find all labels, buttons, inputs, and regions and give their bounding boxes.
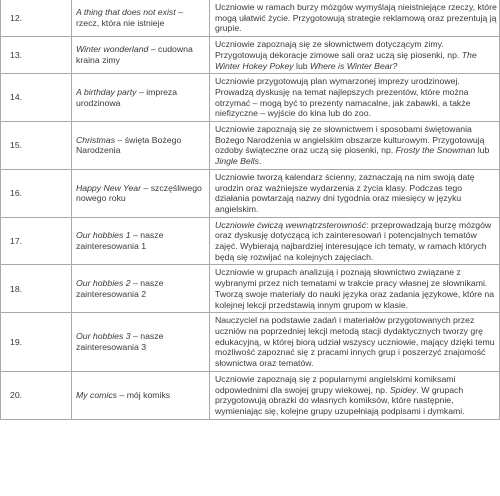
lesson-description — [210, 0, 500, 37]
lesson-topic — [72, 217, 210, 265]
topic-polish: – szczęśliwego nowego roku — [76, 182, 202, 204]
topic-polish: – cudowna kraina zimy — [76, 44, 193, 66]
lesson-number: 14. — [1, 74, 72, 122]
lesson-topic — [72, 313, 210, 372]
topic-english: Happy New Year — [76, 182, 142, 193]
lesson-topic — [72, 0, 210, 37]
table-row — [1, 313, 500, 372]
description-segment: Uczniowie tworzą kalendarz ścienny, zaznaczają na nim swoją datę urodzin oraz ważniejsze wydarzenia z życia klasy. Podczas tego działania powtarzają nazwy dni tygodnia oraz miesięcy w języku angielskim. — [215, 171, 475, 214]
description-segment: Jingle Bells — [215, 156, 259, 167]
lesson-topic — [72, 37, 210, 74]
table-row — [1, 265, 500, 313]
lesson-number: 17. — [1, 217, 72, 265]
description-segment: The Winter Hokey Pokey — [215, 49, 477, 71]
lesson-topic — [72, 265, 210, 313]
description-segment: Frosty the Snowman — [395, 145, 476, 156]
topic-english: Winter wonderland — [76, 44, 149, 55]
table-row — [1, 74, 500, 122]
topic-polish: – nasze zainteresowania 2 — [76, 278, 164, 299]
table-row — [1, 169, 500, 217]
topic-polish: – rzecz, która nie istnieje — [76, 7, 183, 29]
topic-polish: – nasze zainteresowania 1 — [76, 230, 164, 252]
lesson-number: 20. — [1, 371, 72, 419]
description-segment: lub — [293, 60, 311, 71]
lesson-number: 13. — [1, 37, 72, 74]
topic-english: Our hobbies 3 — [76, 331, 131, 342]
lesson-description — [210, 169, 500, 217]
lesson-number: 18. — [1, 265, 72, 313]
lesson-description — [210, 74, 500, 122]
lesson-topic — [72, 169, 210, 217]
topic-english: A thing that does not exist — [76, 7, 176, 18]
lesson-description — [210, 122, 500, 170]
description-segment: Uczniowie zapoznają się ze słownictwem i sposobami świętowania Bożego Narodzenia w angielskim obszarze kulturowym. Przygotowują ozdoby świąteczne oraz uczą się piosenki, np. — [215, 124, 485, 156]
lesson-number: 16. — [1, 169, 72, 217]
topic-english: Our hobbies 1 — [76, 230, 131, 241]
description-segment: lub — [475, 145, 490, 156]
topic-polish: – święta Bożego Narodzenia — [76, 134, 182, 156]
topic-english: Christmas — [76, 134, 116, 145]
description-segment: Spidey — [389, 384, 417, 395]
lesson-description — [210, 371, 500, 419]
topic-english: My comics — [76, 389, 118, 400]
topic-polish: – nasze zainteresowania 3 — [76, 331, 164, 353]
lesson-number: 15. — [1, 122, 72, 170]
description-segment: Where is Winter Bear? — [310, 60, 398, 71]
description-segment: Uczniowie ćwiczą wewnątrzsterowność — [215, 219, 367, 230]
lesson-topic — [72, 122, 210, 170]
description-segment: Uczniowie w grupach analizują i poznają słownictwo związane z wybranymi przez nich tematami w trakcie pracy własnej ze słownikami. Tworzą swoje materiały do nauki języka oraz zadania językowe, które na kolejnej lekcji przedstawią innym grupom w klasie. — [215, 267, 495, 310]
description-segment: : przeprowadzają burzę mózgów oraz dyskusję dotyczącą ich zainteresowań i potencjalnych tematów zajęć. Wybierają najbardziej interesujące ich tematy, w ramach których będą się rozwijać na kolejnych zajęciach. — [215, 219, 492, 262]
lesson-description — [210, 313, 500, 372]
topic-polish: – impreza urodzinowa — [76, 86, 178, 108]
topic-polish: – mój komiks — [117, 389, 171, 400]
description-segment: Nauczyciel na podstawie zadań i materiałów przygotowanych przez uczniów na poprzedniej lekcji metodą stacji dydaktycznych tworzy grę edukacyjną, w której biorą udział wszyscy uczniowie, mający dzięki temu możliwość zapoznać się z pracami innych grup i poszerzyć znajomość słownictwa oraz tematów. — [215, 315, 495, 369]
table-row — [1, 122, 500, 170]
lesson-plan-rows — [1, 0, 500, 419]
table-row — [1, 371, 500, 419]
lesson-description — [210, 265, 500, 313]
description-segment: Uczniowie w ramach burzy mózgów wymyślają nieistniejące rzeczy, które mogą ułatwić życie. Przygotowują strategie reklamową oraz prezentują ją grupie. — [215, 2, 497, 34]
table-row — [1, 217, 500, 265]
lesson-number: 12. — [1, 0, 72, 37]
description-segment: . — [258, 156, 262, 167]
description-segment: . W grupach przygotowują obrazki do własnych komiksów, które następnie, wymieniając się, kolejne grupy uzupełniają podpisami i dymkami. — [215, 384, 465, 416]
table-row — [1, 0, 500, 37]
lesson-topic — [72, 371, 210, 419]
lesson-topic — [72, 74, 210, 122]
topic-english: Our hobbies 2 — [76, 278, 131, 289]
lesson-number: 19. — [1, 313, 72, 372]
lesson-description — [210, 217, 500, 265]
table-row — [1, 37, 500, 74]
description-segment: Uczniowie zapoznają się ze słownictwem dotyczącym zimy. Przygotowują dekoracje zimowe sali oraz uczą się piosenki, np. — [215, 39, 462, 60]
lesson-description — [210, 37, 500, 74]
description-segment: Uczniowie przygotowują plan wymarzonej imprezy urodzinowej. Prowadzą dyskusję na temat najlepszych prezentów, które można otrzymać – mogą być to prezenty namacalne, jak zabawki, a także niefizyczne – wyjście do kina lub do zoo. — [215, 76, 471, 119]
description-segment: Uczniowie zapoznają się z popularnymi angielskimi komiksami odpowiednimi dla swojej grupy wiekowej, np. — [215, 373, 456, 395]
topic-english: A birthday party — [76, 86, 137, 97]
